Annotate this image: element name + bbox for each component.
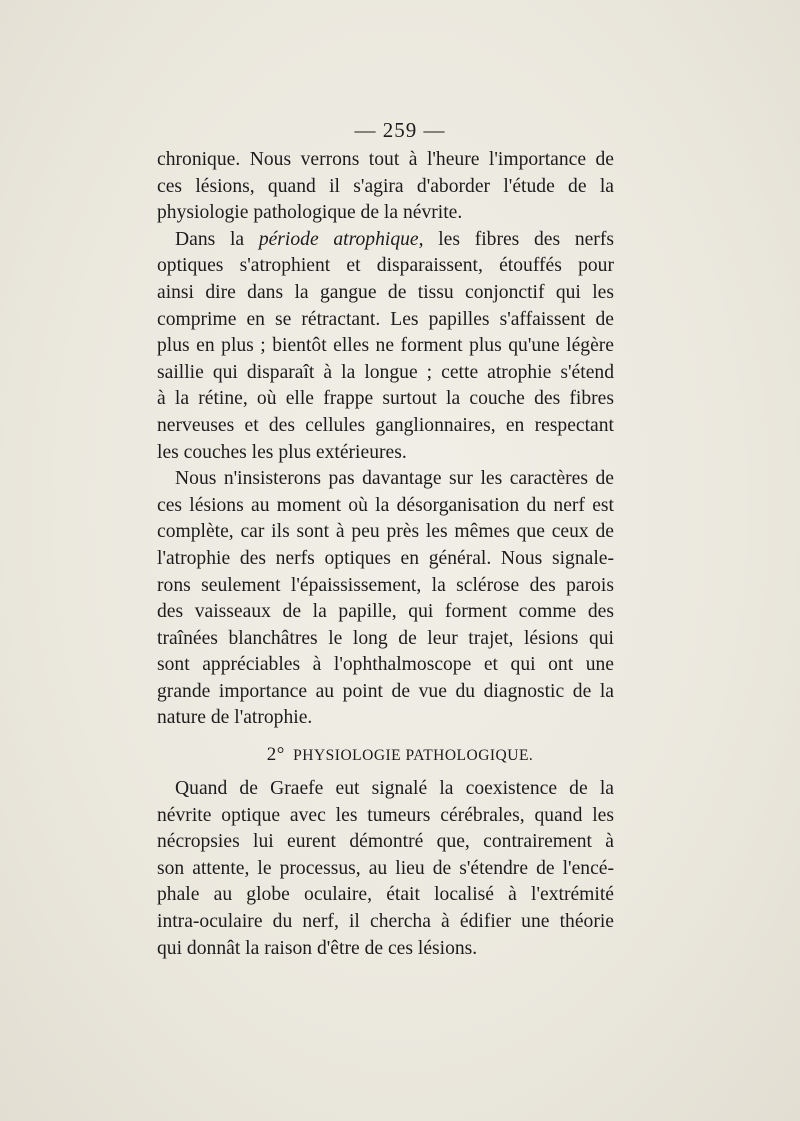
section-heading [0,744,800,766]
text-line: comprime en se rétractant. Les papilles s'affaissent de [157,308,614,330]
text-line: névrite optique avec les tumeurs cérébrales, quand les [157,804,614,826]
text-line: à la rétine, où elle frappe surtout la couche des fibres [157,388,614,410]
text-line: ainsi dire dans la gangue de tissu conjonctif qui les [157,281,614,303]
text-line: phale au globe oculaire, était localisé à l'extrémité [157,884,614,906]
text-line: nécropsies lui eurent démontré que, contrairement à [157,831,614,853]
text-line: physiologie pathologique de la névrite. [157,202,463,224]
text-line: l'atrophie des nerfs optiques en général. Nous signale- [157,547,614,569]
text-line: nature de l'atrophie. [157,707,313,729]
text-line: des vaisseaux de la papille, qui forment comme des [157,601,614,623]
text-line: complète, car ils sont à peu près les mêmes que ceux de [157,521,614,543]
text-line: Nous n'insisterons pas davantage sur les caractères de [175,468,614,490]
section-number: 2° [266,744,285,765]
paragraph-4 [157,776,614,962]
text-line: les couches les plus extérieures. [157,441,407,463]
text-line: sont appréciables à l'ophthalmoscope et qui ont une [157,654,614,676]
text-line: intra-oculaire du nerf, il chercha à édifier une théorie [157,910,614,932]
text-line: rons seulement l'épaississement, la sclérose des parois [157,574,614,596]
text-line: traînées blanchâtres le long de leur trajet, lésions qui [157,627,614,649]
paragraph-2 [157,227,614,466]
text-segment: les fibres des nerfs [423,228,614,250]
text-line: chronique. Nous verrons tout à l'heure l'importance de [157,149,614,170]
page-number: — 259 — [354,118,446,142]
text-line: nerveuses et des cellules ganglionnaires, en respectant [157,414,614,436]
text-line [157,227,614,254]
main-text [157,147,614,732]
text-line: son attente, le processus, au lieu de s'étendre de l'encé- [157,857,614,879]
text-line: ces lésions, quand il s'agira d'aborder l'étude de la [157,175,614,197]
section-text [157,776,614,962]
paragraph-3 [157,466,614,732]
text-line: saillie qui disparaît à la longue ; cette atrophie s'étend [157,361,614,383]
text-line: plus en plus ; bientôt elles ne forment plus qu'une légère [157,335,614,357]
text-line: qui donnât la raison d'être de ces lésions. [157,937,478,959]
text-line: grande importance au point de vue du diagnostic de la [157,680,614,702]
paragraph-1 [157,147,614,227]
text-line: Quand de Graefe eut signalé la coexistence de la [175,778,614,799]
text-segment: Dans la [175,228,259,250]
section-title: PHYSIOLOGIE PATHOLOGIQUE. [293,747,534,764]
text-line: ces lésions au moment où la désorganisation du nerf est [157,494,614,516]
italic-term: période atrophique, [258,228,424,250]
text-line: optiques s'atrophient et disparaissent, étouffés pour [157,255,614,277]
